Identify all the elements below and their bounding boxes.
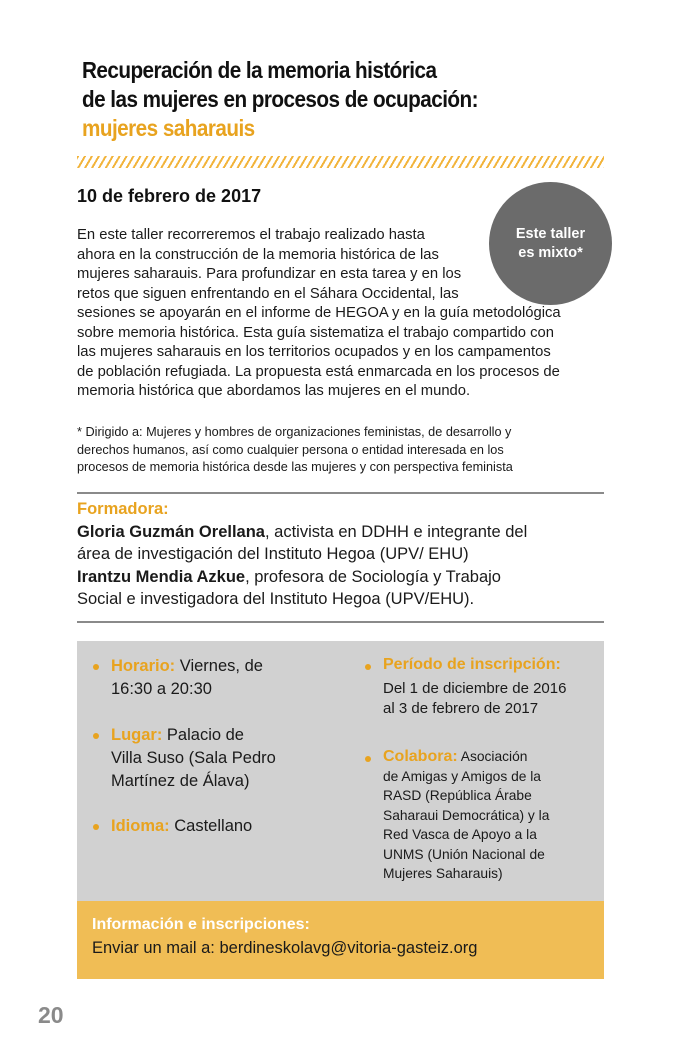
language-label: Idioma: [111,817,170,835]
intro-line: En este taller recorreremos el trabajo realizado hasta [77,227,425,243]
collaborator-value: Asociación [457,749,528,764]
intro-line: ahora en la construcción de la memoria histórica de las [77,246,439,263]
bullet-icon [93,664,99,670]
trainer-2-name: Irantzu Mendia Azkue [77,567,246,586]
page-number: 20 [38,1002,64,1028]
trainer-1-desc: , activista en DDHH e integrante del [264,522,528,541]
title-line-1: Recuperación de la memoria histórica [82,57,437,83]
venue-label: Lugar: [111,726,163,744]
trainer-2 [77,566,607,589]
divider-top [77,492,604,494]
trainer-2-desc: , profesora de Sociología y Trabajo [245,567,501,586]
venue-line-3: Martínez de Álava) [111,772,250,790]
collaborator-label: Colabora: [383,748,458,765]
schedule-label: Horario: [111,657,176,675]
intro-line: retos que siguen enfrentando en el Sáhara Occidental, las [77,285,459,302]
schedule-time: 16:30 a 20:30 [111,680,212,698]
bullet-icon [365,664,371,670]
contact-box [77,901,604,979]
contact-heading: Información e inscripciones: [92,916,310,933]
venue-value: Palacio de [162,726,244,744]
collaborator-line: Red Vasca de Apoyo a la [383,827,537,842]
audience-note [77,424,607,477]
collaborator-item [383,747,549,884]
title-line-3: mujeres saharauis [82,115,255,141]
intro-line: de población refugiada. La propuesta está enmarcada en los procesos de [77,363,560,380]
note-line: procesos de memoria histórica desde las mujeres y con perspectiva feminista [77,460,513,474]
intro-line: memoria histórica que abordamos las mujeres en el mundo. [77,383,471,399]
venue-line-2: Villa Suso (Sala Pedro [111,749,276,767]
title-line-2: de las mujeres en procesos de ocupación: [82,86,478,112]
registration-period-item [383,655,566,720]
trainers-heading: Formadora: [77,500,169,518]
registration-to: al 3 de febrero de 2017 [383,700,539,717]
details-box [77,641,604,901]
collaborator-line: RASD (República Árabe [383,788,532,803]
bullet-icon [93,824,99,830]
bullet-icon [365,756,371,762]
trainer-1-desc-cont: área de investigación del Instituto Hegoa (UPV/ EHU) [77,545,469,563]
intro-line: sesiones se apoyarán en el informe de HEGOA y en la guía metodológica [77,305,561,321]
hatched-divider [77,156,604,168]
intro-line: mujeres saharauis. Para profundizar en esta tarea y en los [77,266,462,282]
registration-from: Del 1 de diciembre de 2016 [383,679,567,697]
trainer-1 [77,521,607,544]
collaborator-line: de Amigas y Amigos de la [383,768,541,784]
bullet-icon [93,733,99,739]
workshop-date: 10 de febrero de 2017 [77,186,262,206]
venue-item [111,724,276,793]
note-line: derechos humanos, así como cualquier persona o entidad interesada en los [77,442,504,457]
collaborator-line: UNMS (Unión Nacional de [383,846,545,862]
trainers-section [77,498,607,611]
intro-line: las mujeres saharauis en los territorios ocupados y en los campamentos [77,344,551,360]
divider-bottom [77,621,604,623]
language-item [111,815,252,838]
badge-line-1: Este taller [515,225,586,242]
contact-email[interactable]: Enviar un mail a: berdineskolavg@vitoria-gasteiz.org [92,939,478,957]
trainer-1-name: Gloria Guzmán Orellana [77,522,265,541]
schedule-value: Viernes, de [175,657,263,675]
collaborator-line: Saharaui Democrática) y la [383,807,550,823]
page-title [82,56,568,143]
schedule-item [111,655,263,701]
intro-line: sobre memoria histórica. Esta guía sistematiza el trabajo compartido con [77,324,555,341]
intro-paragraph [77,226,607,402]
language-value: Castellano [169,817,253,835]
badge-line-2: es mixto* [518,244,583,261]
note-line: * Dirigido a: Mujeres y hombres de organizaciones feministas, de desarrollo y [77,425,512,439]
registration-label: Período de inscripción: [383,656,561,673]
trainer-2-desc-cont: Social e investigadora del Instituto Hegoa (UPV/EHU). [77,590,475,608]
collaborator-line: Mujeres Saharauis) [383,866,503,881]
